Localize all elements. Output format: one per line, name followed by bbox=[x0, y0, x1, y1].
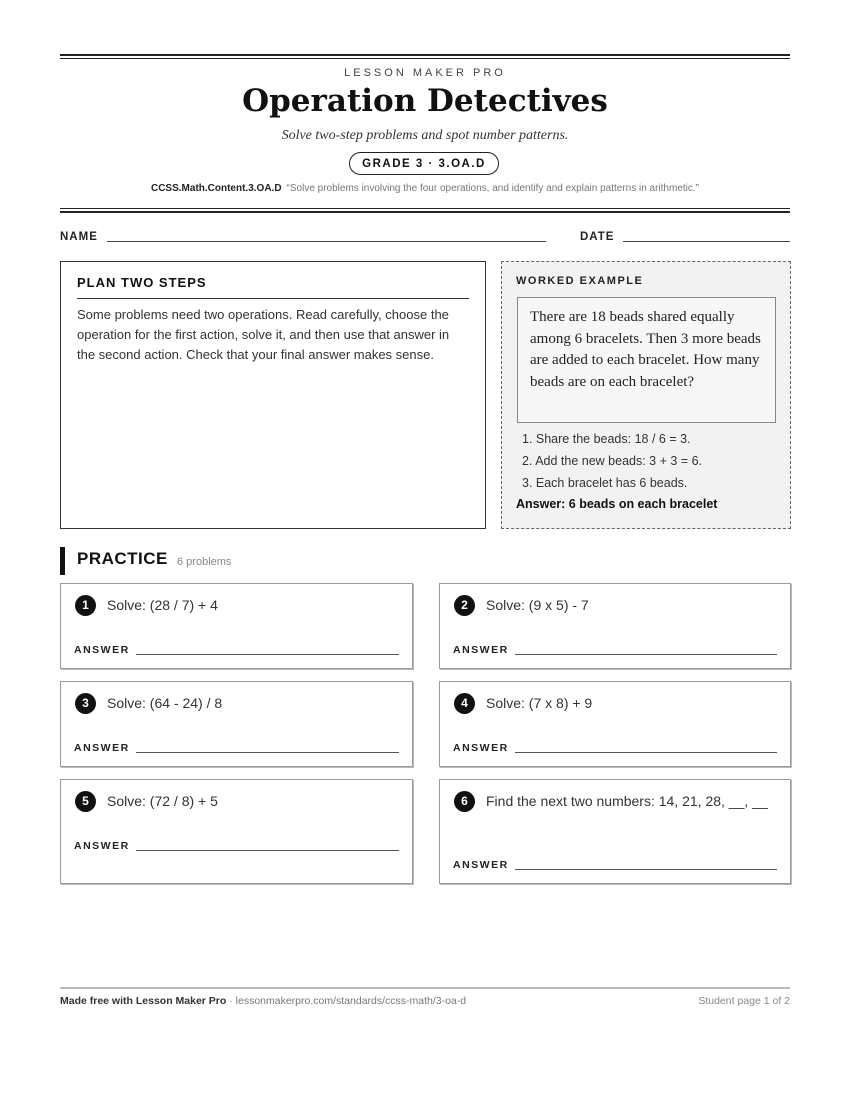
problem-card bbox=[439, 779, 791, 884]
standard-line bbox=[0, 183, 850, 194]
problem-text: Solve: (7 x 8) + 9 bbox=[486, 695, 593, 711]
problem-text: Solve: (72 / 8) + 5 bbox=[107, 793, 218, 809]
footer-rule bbox=[60, 987, 790, 989]
practice-count: 6 problems bbox=[177, 556, 232, 568]
footer-made-with: Made free with Lesson Maker Pro bbox=[60, 995, 227, 1007]
footer-credit bbox=[60, 995, 466, 1007]
problem-text: Solve: (28 / 7) + 4 bbox=[107, 597, 218, 613]
worked-example-answer: Answer: 6 beads on each bracelet bbox=[516, 497, 718, 511]
problem-number-badge: 3 bbox=[75, 693, 96, 714]
plan-heading: PLAN TWO STEPS bbox=[77, 275, 207, 290]
answer-label: ANSWER bbox=[74, 840, 130, 852]
plan-body: Some problems need two operations. Read carefully, choose the operation for the first action, solve it, and then use that answer in the second action. Check that your final answer makes sense. bbox=[77, 307, 450, 362]
problem-card bbox=[439, 681, 791, 767]
problem-number-badge: 5 bbox=[75, 791, 96, 812]
page-subtitle: Solve two-step problems and spot number patterns. bbox=[281, 128, 569, 143]
problem-card bbox=[439, 583, 791, 669]
brand-name: LESSON MAKER PRO bbox=[344, 67, 506, 79]
problem-text: Solve: (9 x 5) - 7 bbox=[486, 597, 589, 613]
worked-step: 1. Share the beads: 18 / 6 = 3. bbox=[522, 432, 691, 446]
worked-example-steps bbox=[522, 428, 702, 494]
practice-heading: PRACTICE bbox=[77, 549, 168, 568]
top-double-rule-a bbox=[60, 54, 790, 56]
problem-card bbox=[60, 681, 413, 767]
page-title: Operation Detectives bbox=[242, 83, 608, 119]
grade-badge: GRADE 3 · 3.OA.D bbox=[349, 152, 499, 175]
date-field[interactable] bbox=[623, 241, 790, 242]
problem-number-badge: 4 bbox=[454, 693, 475, 714]
answer-label: ANSWER bbox=[74, 742, 130, 754]
header-double-rule-a bbox=[60, 208, 790, 209]
problem-text: Find the next two numbers: 14, 21, 28, __, __ bbox=[486, 793, 768, 809]
answer-field[interactable] bbox=[515, 869, 777, 870]
worked-example-panel bbox=[501, 261, 791, 529]
standard-text: “Solve problems involving the four operations, and identify and explain patterns in arithmetic.” bbox=[286, 183, 699, 194]
name-label: NAME bbox=[60, 231, 98, 243]
top-double-rule-b bbox=[60, 58, 790, 59]
answer-field[interactable] bbox=[136, 654, 399, 655]
answer-field[interactable] bbox=[136, 752, 399, 753]
name-field[interactable] bbox=[107, 241, 546, 242]
problem-number-badge: 6 bbox=[454, 791, 475, 812]
answer-field[interactable] bbox=[136, 850, 399, 851]
answer-label: ANSWER bbox=[453, 742, 509, 754]
worked-step: 2. Add the new beads: 3 + 3 = 6. bbox=[522, 454, 702, 468]
worked-example-problem: There are 18 beads shared equally among 6 bracelets. Then 3 more beads are added to each bracelet. How many beads are on each bracelet? bbox=[517, 297, 776, 423]
standard-code: CCSS.Math.Content.3.OA.D bbox=[150, 183, 282, 194]
date-label: DATE bbox=[580, 231, 615, 243]
worked-example-heading: WORKED EXAMPLE bbox=[516, 275, 644, 287]
footer-url[interactable]: · lessonmakerpro.com/standards/ccss-math/3-oa-d bbox=[226, 995, 467, 1007]
problem-text: Solve: (64 - 24) / 8 bbox=[107, 695, 223, 711]
answer-field[interactable] bbox=[515, 752, 777, 753]
answer-field[interactable] bbox=[515, 654, 777, 655]
plan-panel bbox=[60, 261, 486, 529]
problem-card bbox=[60, 583, 413, 669]
footer-page-number: Student page 1 of 2 bbox=[698, 995, 790, 1007]
plan-divider bbox=[77, 298, 469, 299]
practice-accent-bar bbox=[60, 547, 65, 575]
answer-label: ANSWER bbox=[74, 644, 130, 656]
problem-card bbox=[60, 779, 413, 884]
header-double-rule-b bbox=[60, 211, 790, 213]
answer-label: ANSWER bbox=[453, 859, 509, 871]
problem-number-badge: 2 bbox=[454, 595, 475, 616]
worked-step: 3. Each bracelet has 6 beads. bbox=[522, 476, 688, 490]
problem-number-badge: 1 bbox=[75, 595, 96, 616]
answer-label: ANSWER bbox=[453, 644, 509, 656]
